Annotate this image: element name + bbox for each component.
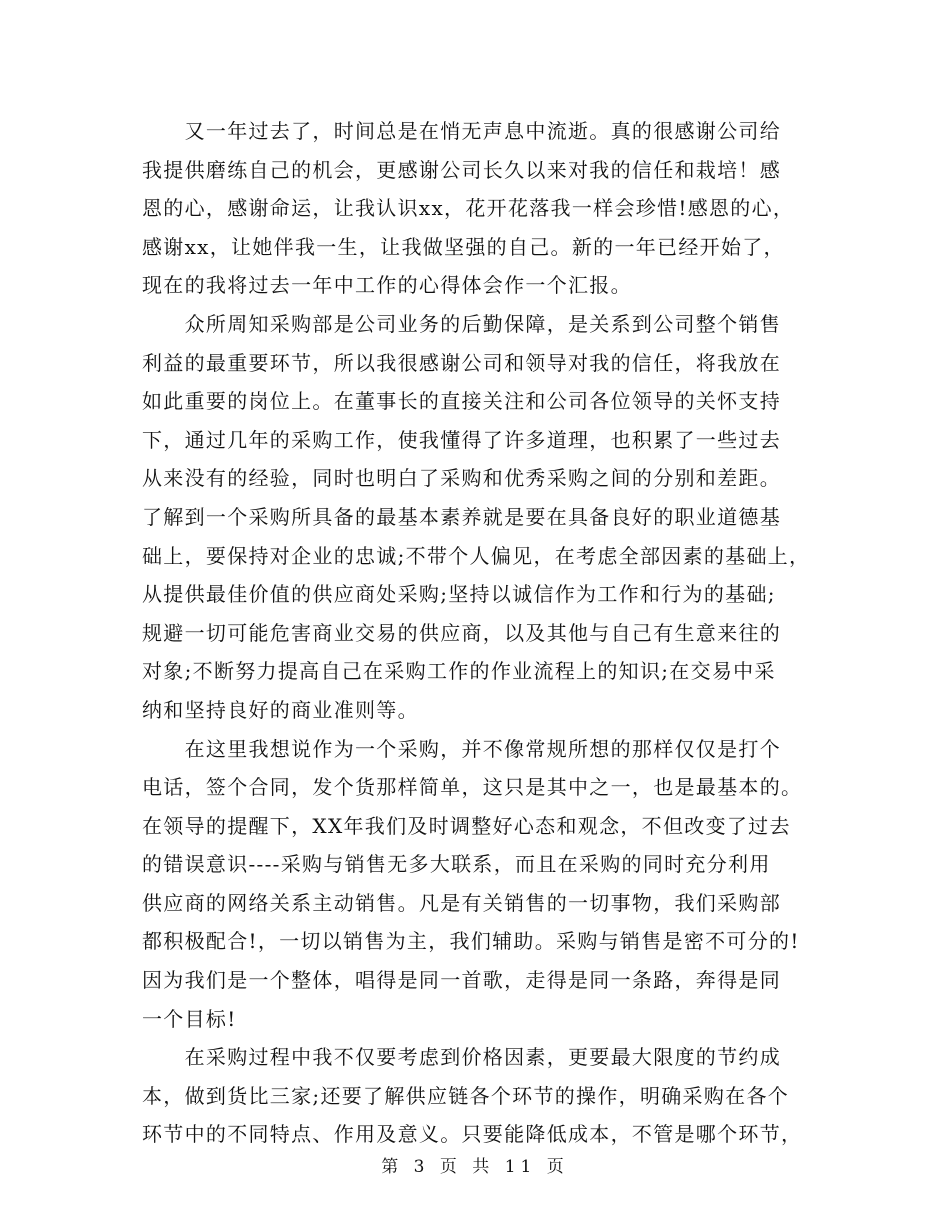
- text-line: 一个目标!: [142, 1006, 237, 1031]
- text-line: 纳和坚持良好的商业准则等。: [142, 697, 419, 722]
- text-line: 现在的我将过去一年中工作的心得体会作一个汇报。: [142, 273, 632, 298]
- text-line: 供应商的网络关系主动销售。凡是有关销售的一切事物，我们采购部: [142, 890, 781, 915]
- text-line: 在采购过程中我不仅要考虑到价格因素，更要最大限度的节约成: [142, 1045, 781, 1070]
- page-number-footer: 第 3 页 共 11 页: [381, 1157, 569, 1177]
- text-line: 恩的心，感谢命运，让我认识xx，花开花落我一样会珍惜!感恩的心，: [142, 196, 795, 221]
- document-body: [142, 112, 827, 1154]
- text-line: 的错误意识----采购与销售无多大联系，而且在采购的同时充分利用: [142, 852, 771, 877]
- text-line: 都积极配合!，一切以销售为主，我们辅助。采购与销售是密不可分的!: [142, 929, 800, 954]
- text-line: 从来没有的经验，同时也明白了采购和优秀采购之间的分别和差距。: [142, 466, 781, 491]
- text-line: 利益的最重要环节，所以我很感谢公司和领导对我的信任，将我放在: [142, 350, 781, 375]
- text-line: 本，做到货比三家;还要了解供应链各个环节的操作，明确采购在各个: [142, 1083, 790, 1108]
- text-line: 规避一切可能危害商业交易的供应商，以及其他与自己有生意来往的: [142, 620, 781, 645]
- text-line: 在这里我想说作为一个采购，并不像常规所想的那样仅仅是打个: [142, 736, 781, 761]
- text-line: 对象;不断努力提高自己在采购工作的作业流程上的知识;在交易中采: [142, 659, 776, 684]
- text-line: 从提供最佳价值的供应商处采购;坚持以诚信作为工作和行为的基础;: [142, 582, 776, 607]
- text-line: 了解到一个采购所具备的最基本素养就是要在具备良好的职业道德基: [142, 504, 781, 529]
- text-line: 我提供磨练自己的机会，更感谢公司长久以来对我的信任和栽培！感: [142, 157, 781, 182]
- text-line: 在领导的提醒下，XX年我们及时调整好心态和观念，不但改变了过去: [142, 813, 791, 838]
- text-line: 感谢xx，让她伴我一生，让我做坚强的自己。新的一年已经开始了，: [142, 234, 785, 259]
- text-line: 础上，要保持对企业的忠诚;不带个人偏见，在考虑全部因素的基础上，: [142, 543, 811, 568]
- text-line: 众所周知采购部是公司业务的后勤保障，是关系到公司整个销售: [142, 311, 781, 336]
- text-line: 如此重要的岗位上。在董事长的直接关注和公司各位领导的关怀支持: [142, 389, 781, 414]
- text-line: 环节中的不同特点、作用及意义。只要能降低成本，不管是哪个环节，: [142, 1122, 803, 1147]
- text-line: 电话，签个合同，发个货那样简单，这只是其中之一，也是最基本的。: [142, 775, 803, 800]
- text-line: 因为我们是一个整体，唱得是同一首歌，走得是同一条路，奔得是同: [142, 968, 781, 993]
- text-line: 又一年过去了，时间总是在悄无声息中流逝。真的很感谢公司给: [142, 119, 781, 143]
- text-line: 下，通过几年的采购工作，使我懂得了许多道理，也积累了一些过去: [142, 427, 781, 452]
